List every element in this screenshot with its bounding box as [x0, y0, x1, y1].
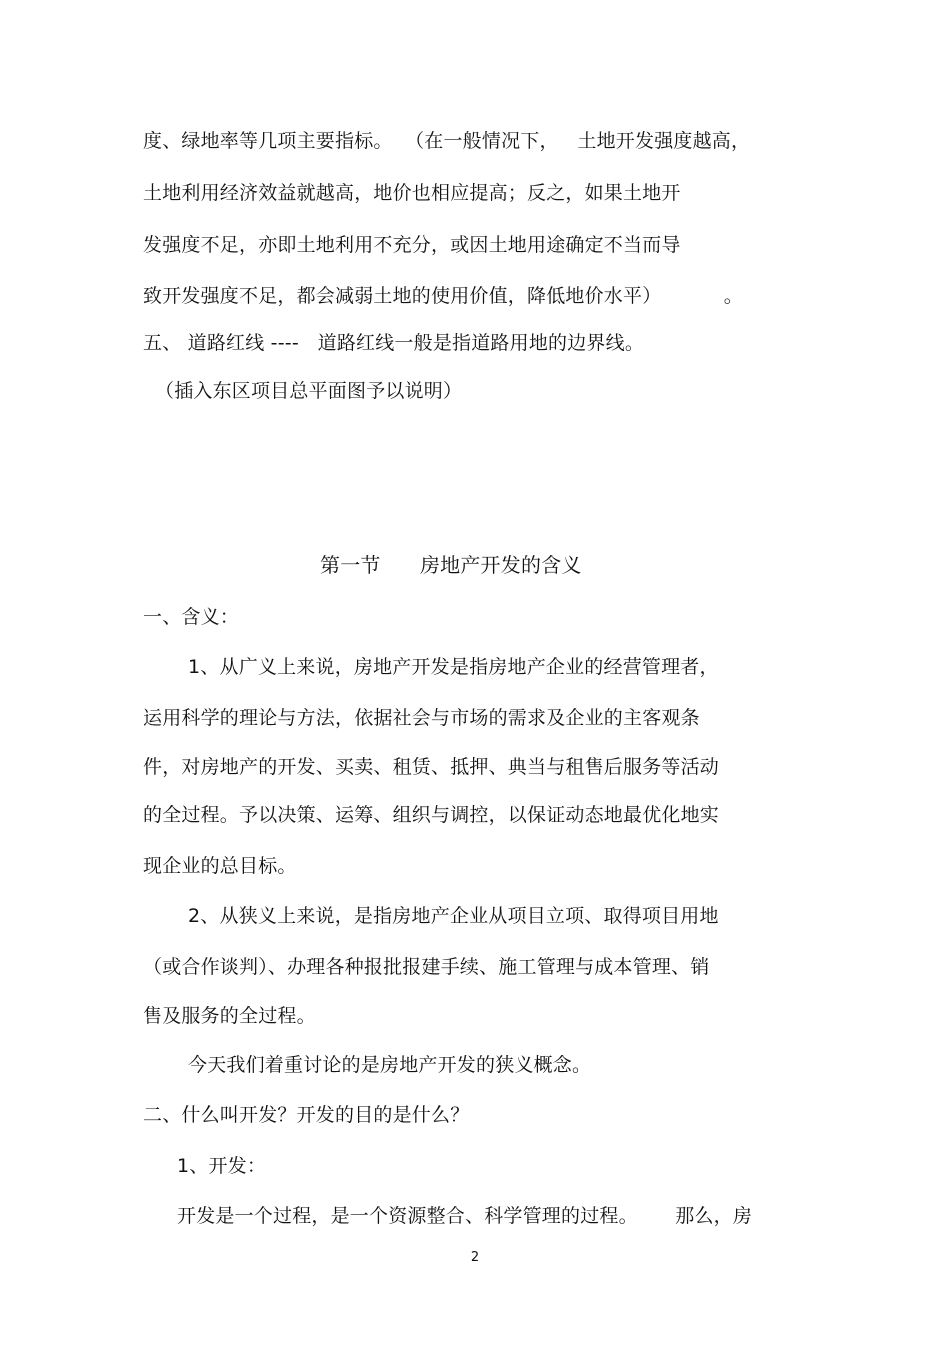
paragraph-line: 度、绿地率等几项主要指标。 （在一般情况下， 土地开发强度越高，	[143, 130, 751, 152]
paragraph-line: 售及服务的全过程。	[143, 1005, 316, 1027]
paragraph-line: 开发是一个过程，是一个资源整合、科学管理的过程。 那么，房	[177, 1205, 753, 1227]
section-title: 第一节 房地产开发的含义	[320, 553, 582, 577]
paragraph-line: 今天我们着重讨论的是房地产开发的狭义概念。	[188, 1054, 592, 1076]
paragraph-line: （插入东区项目总平面图予以说明）	[155, 380, 463, 402]
paragraph-line: 二、什么叫开发？开发的目的是什么？	[143, 1104, 470, 1126]
paragraph-line: 一、含义：	[143, 606, 240, 628]
paragraph-line: 1、开发：	[177, 1155, 267, 1177]
paragraph-line: 件，对房地产的开发、买卖、租赁、抵押、典当与租售后服务等活动	[143, 756, 720, 778]
paragraph-line: 运用科学的理论与方法，依据社会与市场的需求及企业的主客观条	[143, 707, 700, 729]
paragraph-line: 现企业的总目标。	[143, 855, 297, 877]
paragraph-line: 2、从狭义上来说，是指房地产企业从项目立项、取得项目用地	[188, 905, 719, 927]
paragraph-line: （或合作谈判）、办理各种报批报建手续、施工管理与成本管理、销	[143, 956, 710, 978]
paragraph-line: 发强度不足，亦即土地利用不充分，或因土地用途确定不当而导	[143, 234, 681, 256]
paragraph-line: 1、从广义上来说，房地产开发是指房地产企业的经营管理者，	[188, 656, 719, 678]
paragraph-line: 五、 道路红线 ---- 道路红线一般是指道路用地的边界线。	[143, 332, 645, 354]
paragraph-line: 土地利用经济效益就越高，地价也相应提高；反之，如果土地开	[143, 182, 681, 204]
paragraph-line: 致开发强度不足，都会减弱土地的使用价值，降低地价水平） 。	[143, 285, 743, 307]
page-number: 2	[470, 1250, 480, 1265]
paragraph-line: 的全过程。予以决策、运筹、组织与调控，以保证动态地最优化地实	[143, 804, 720, 826]
